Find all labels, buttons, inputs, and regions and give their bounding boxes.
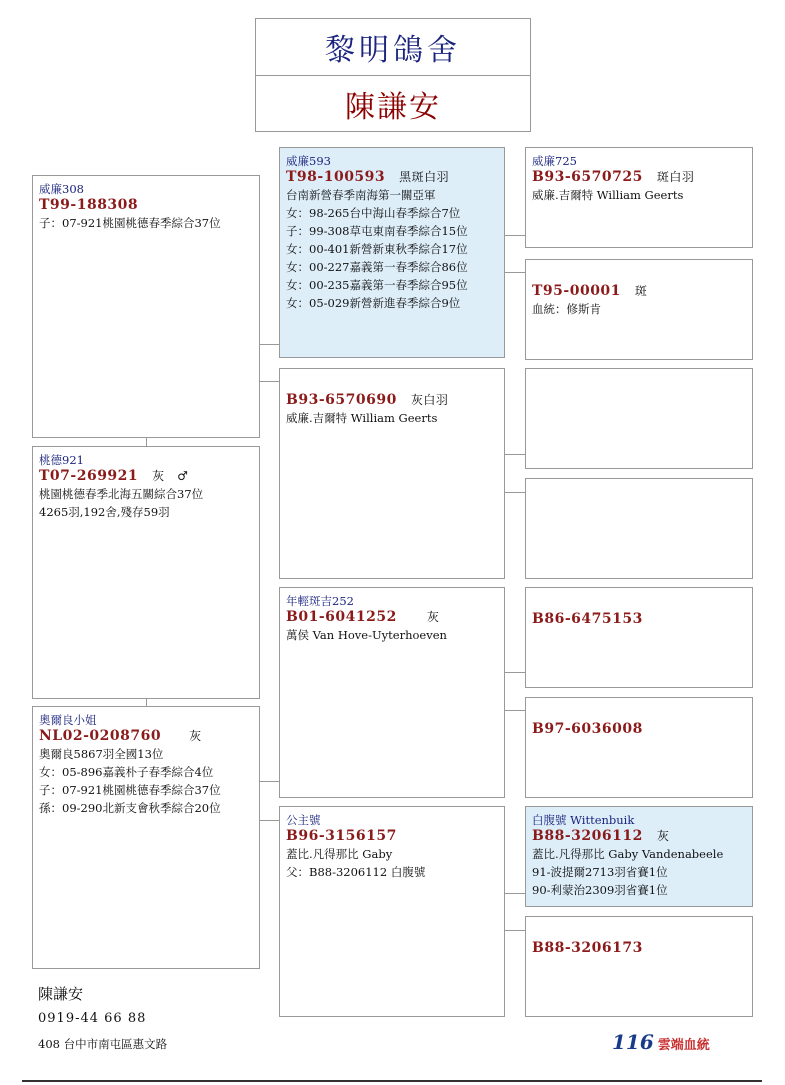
connector: [504, 454, 526, 455]
sire-sire-sire-card[interactable]: [525, 147, 753, 248]
sire-dam-dam-card[interactable]: [525, 478, 753, 579]
info-line: 女：00-235嘉義第一春季綜合95位: [286, 278, 468, 292]
bird-color: 灰: [656, 829, 670, 843]
info-line: 子：07-921桃園桃德春季綜合37位: [39, 783, 221, 797]
ring-number: T99-188308: [39, 197, 139, 213]
dam-dam-dam-card[interactable]: [525, 916, 753, 1017]
info-line: 萬侯 Van Hove-Uyterhoeven: [286, 628, 447, 642]
info-line: 蓋比.凡得那比 Gaby: [286, 847, 393, 861]
pedigree-header: [255, 18, 531, 132]
info-line: 威廉.吉爾特 William Geerts: [286, 411, 438, 425]
sire-dam-sire-card[interactable]: [525, 368, 753, 469]
loft-name: 黎明鴿舍: [256, 19, 530, 76]
bird-name: 奧爾良小姐: [39, 713, 97, 727]
ring-number: B96-3156157: [286, 828, 397, 844]
dam-sire-dam-card[interactable]: [525, 697, 753, 798]
bird-color: 灰白羽: [410, 393, 449, 407]
ring-number: B97-6036008: [532, 721, 643, 737]
info-line: 孫：09-290北新支會秋季綜合20位: [39, 801, 221, 815]
dam-dam-card[interactable]: [279, 806, 505, 1017]
logo-text: 雲端血統: [657, 1038, 710, 1053]
bird-color: 斑: [634, 284, 648, 298]
owner-contact: [38, 983, 167, 1053]
dam-card[interactable]: [32, 706, 260, 969]
sire-sire-dam-card[interactable]: [525, 259, 753, 360]
ring-number: B93-6570690: [286, 392, 397, 408]
info-line: 台南新營春季南海第一關亞軍: [286, 188, 436, 202]
info-line: 父：B88-3206112 白腹號: [286, 865, 426, 879]
bird-color: 灰: [426, 610, 440, 624]
info-line: 女：00-401新營新東秋季綜合17位: [286, 242, 468, 256]
info-line: 威廉.吉爾特 William Geerts: [532, 188, 684, 202]
info-line: 蓋比.凡得那比 Gaby Vandenabeele: [532, 847, 724, 861]
owner-name: 陳謙安: [345, 90, 441, 125]
ring-number: B88-3206112: [532, 828, 643, 844]
contact-phone: 0919-44 66 88: [38, 1011, 147, 1026]
info-line: 奧爾良5867羽全國13位: [39, 747, 164, 761]
connector: [504, 710, 526, 711]
info-line: 女：05-896嘉義朴子春季綜合4位: [39, 765, 214, 779]
connector: [504, 672, 526, 673]
info-line: 4265羽,192舍,殘存59羽: [39, 505, 170, 519]
bird-name: 白腹號 Wittenbuik: [532, 813, 635, 827]
info-line: 血統：修斯肯: [532, 302, 601, 316]
info-line: 女：05-029新營新進春季綜合9位: [286, 296, 461, 310]
info-line: 子：99-308草屯東南春季綜合15位: [286, 224, 468, 238]
dam-sire-sire-card[interactable]: [525, 587, 753, 688]
contact-address: 408 台中市南屯區惠文路: [38, 1037, 168, 1051]
ring-number: B86-6475153: [532, 611, 643, 627]
ring-number: B01-6041252: [286, 609, 397, 625]
bird-color: 灰 ♂: [152, 469, 189, 483]
connector: [504, 272, 526, 273]
info-line: 女：98-265台中海山春季綜合7位: [286, 206, 461, 220]
connector: [259, 381, 280, 382]
logo-number: 116: [612, 1030, 654, 1054]
ring-number: T07-269921: [39, 468, 139, 484]
bird-color: 黑斑白羽: [399, 170, 450, 184]
connector: [504, 930, 526, 931]
ring-number: T95-00001: [532, 283, 621, 299]
ring-number: B93-6570725: [532, 169, 643, 185]
connector: [504, 235, 526, 236]
connector: [504, 893, 526, 894]
bottom-divider: [22, 1080, 762, 1082]
info-line: 子：07-921桃園桃德春季綜合37位: [39, 216, 221, 230]
bird-name: 桃德921: [39, 453, 84, 467]
bird-name: 威廉593: [286, 154, 331, 168]
dam-dam-sire-card[interactable]: [525, 806, 753, 907]
bird-name: 公主號: [286, 813, 321, 827]
sire-dam-card[interactable]: [279, 368, 505, 579]
connector: [259, 344, 280, 345]
info-line: 桃園桃德春季北海五關綜合37位: [39, 487, 204, 501]
subject-card[interactable]: [32, 446, 260, 699]
connector: [259, 820, 280, 821]
ring-number: B88-3206173: [532, 940, 643, 956]
info-line: 91-波提爾2713羽省賽1位: [532, 865, 668, 879]
contact-name: 陳謙安: [38, 985, 84, 1003]
dam-sire-card[interactable]: [279, 587, 505, 798]
info-line: 90-利蒙治2309羽省賽1位: [532, 883, 668, 897]
bird-color: 灰: [189, 729, 202, 743]
brand-logo: [612, 1030, 710, 1054]
bird-name: 威廉725: [532, 154, 577, 168]
ring-number: NL02-0208760: [39, 728, 162, 744]
ring-number: T98-100593: [286, 169, 386, 185]
info-line: 女：00-227嘉義第一春季綜合86位: [286, 260, 468, 274]
connector: [259, 781, 280, 782]
bird-name: 年輕斑吉252: [286, 594, 354, 608]
bird-color: 斑白羽: [656, 170, 695, 184]
sire-sire-card[interactable]: [279, 147, 505, 358]
sire-card[interactable]: [32, 175, 260, 438]
bird-name: 威廉308: [39, 182, 84, 196]
connector: [504, 492, 526, 493]
